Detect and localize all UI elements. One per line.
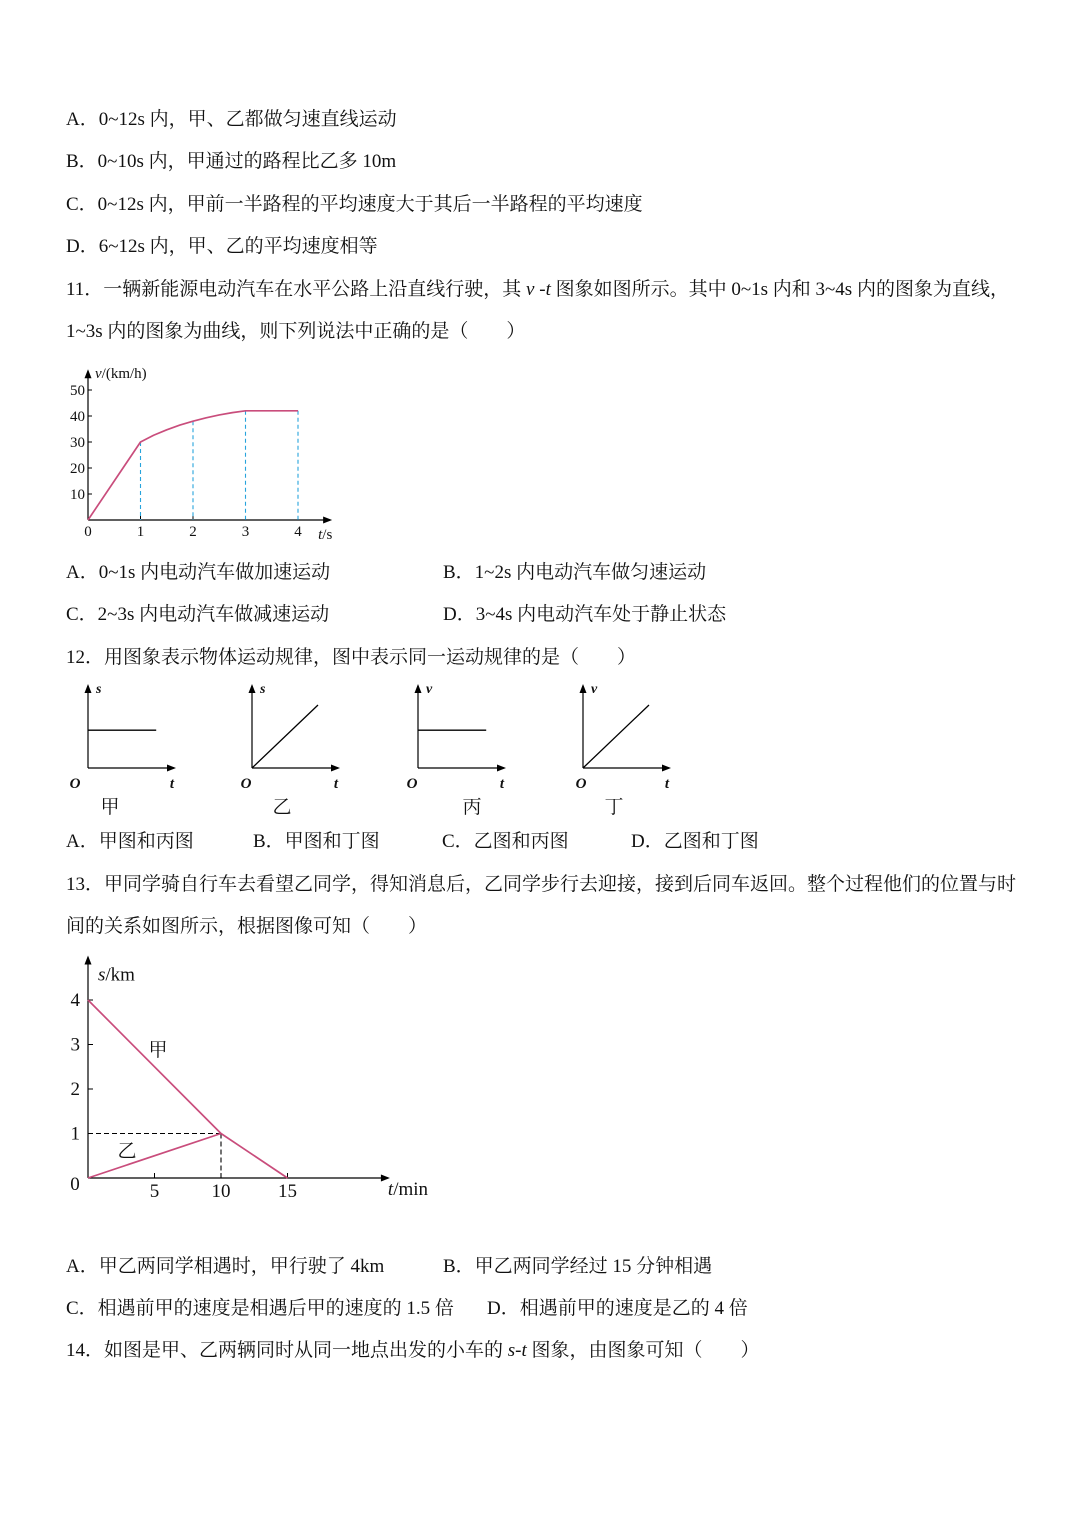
y-tick-label: 30	[70, 435, 85, 451]
y-axis-label: s	[260, 682, 266, 697]
q13-option-d[interactable]: D．相遇前甲的速度是乙的 4 倍	[487, 1298, 748, 1319]
y-axis-label: v	[426, 682, 433, 697]
y-tick-label: 3	[70, 1034, 80, 1056]
x-axis-label-var: t	[318, 527, 323, 543]
y-axis-arrow	[85, 956, 92, 965]
series-label-1: 乙	[117, 1141, 137, 1162]
graph-caption: 甲	[100, 797, 120, 818]
q10-option-b[interactable]: B．0~10s 内，甲通过的路程比乙多 10m	[66, 151, 397, 172]
q12-option-b[interactable]: B．甲图和丁图	[253, 831, 380, 852]
x-tick-label: 3	[241, 524, 250, 540]
q10-option-c[interactable]: C．0~12s 内，甲前一半路程的平均速度大于其后一半路程的平均速度	[66, 194, 643, 215]
y-axis-label-unit: /km	[105, 964, 135, 986]
q14-var-s: s	[507, 1340, 516, 1361]
q11-option-d[interactable]: D．3~4s 内电动汽车处于静止状态	[443, 604, 727, 625]
graph-丁	[576, 682, 671, 818]
q14-dash: -	[515, 1340, 522, 1361]
graph-line	[252, 705, 318, 768]
origin-label: O	[240, 776, 252, 792]
q11-dash: -	[534, 279, 546, 300]
y-tick-label: 4	[70, 990, 80, 1011]
graph-caption: 丁	[604, 797, 624, 818]
origin-label: O	[69, 776, 81, 792]
y-tick-label: 1	[70, 1123, 80, 1145]
x-axis-arrow	[662, 765, 671, 772]
q12-graphs	[55, 672, 695, 822]
origin-label: O	[575, 776, 587, 792]
x-axis-label: t	[333, 776, 339, 792]
q11-var-t: t	[545, 279, 551, 300]
graph-line	[583, 705, 649, 768]
q14-var-t: t	[521, 1340, 527, 1361]
q13-stem-line-2: 间的关系如图所示，根据图像可知（ ）	[66, 916, 428, 937]
q13-st-chart	[55, 945, 455, 1210]
y-tick-label: 20	[70, 461, 85, 477]
q13-stem-line-1: 13．甲同学骑自行车去看望乙同学，得知消息后，乙同学步行去迎接，接到后同车返回。整个过程他们的位置与时	[66, 874, 1017, 895]
x-tick-label: 2	[189, 524, 197, 540]
x-axis-label-var: t	[387, 1179, 394, 1200]
q13-option-a[interactable]: A．甲乙两同学相遇时，甲行驶了 4km	[66, 1256, 385, 1277]
q11-option-a[interactable]: A．0~1s 内电动汽车做加速运动	[66, 562, 331, 583]
y-axis-arrow	[249, 684, 256, 693]
q14-stem-text-b: 图象，由图象可知（ ）	[526, 1340, 760, 1361]
y-tick-label: 50	[70, 383, 85, 399]
y-axis-arrow	[85, 369, 92, 378]
y-axis-label-unit: /(km/h)	[101, 366, 147, 383]
origin-label: 0	[70, 1174, 80, 1195]
series-line-1	[88, 1134, 221, 1179]
y-tick-label: 40	[70, 409, 85, 425]
x-axis-arrow	[497, 765, 506, 772]
y-axis-label-var: v	[95, 366, 102, 383]
y-axis-arrow	[580, 684, 587, 693]
x-axis-label	[388, 1179, 429, 1200]
q12-stem: 12．用图象表示物体运动规律，图中表示同一运动规律的是（ ）	[66, 647, 637, 668]
x-axis-label: t	[169, 776, 175, 792]
q11-var-v: v	[526, 279, 535, 300]
y-axis-label	[98, 965, 135, 986]
y-axis-label: s	[96, 682, 102, 697]
x-tick-label: 1	[136, 524, 145, 540]
q10-option-a[interactable]: A．0~12s 内，甲、乙都做匀速直线运动	[66, 109, 397, 130]
y-axis-arrow	[85, 684, 92, 693]
graph-caption: 乙	[272, 797, 292, 818]
x-tick-label: 15	[278, 1181, 297, 1202]
q11-stem-line-1	[66, 278, 1009, 302]
q11-option-c[interactable]: C．2~3s 内电动汽车做减速运动	[66, 604, 330, 625]
graph-caption: 丙	[462, 797, 482, 818]
q12-option-a[interactable]: A．甲图和丙图	[66, 831, 194, 852]
x-axis-arrow	[323, 517, 332, 524]
y-axis-label	[95, 366, 147, 382]
x-axis-label-unit: /min	[393, 1179, 429, 1200]
x-axis-arrow	[167, 765, 176, 772]
y-axis-label-var: s	[98, 964, 106, 986]
q13-option-b[interactable]: B．甲乙两同学经过 15 分钟相遇	[443, 1256, 713, 1277]
q11-option-b[interactable]: B．1~2s 内电动汽车做匀速运动	[443, 562, 707, 583]
x-tick-label: 4	[294, 524, 302, 540]
graph-乙	[241, 682, 340, 818]
graph-甲	[70, 682, 176, 818]
q14-stem	[66, 1339, 760, 1363]
series-label-0: 甲	[148, 1040, 168, 1061]
q13-option-c[interactable]: C．相遇前甲的速度是相遇后甲的速度的 1.5 倍	[66, 1298, 454, 1319]
y-tick-label: 10	[70, 487, 85, 503]
graph-丙	[407, 682, 506, 818]
x-tick-label: 5	[149, 1181, 160, 1202]
q11-vt-chart	[50, 355, 350, 550]
y-tick-label: 2	[70, 1079, 80, 1100]
y-axis-label: v	[591, 682, 598, 697]
q11-stem-text-a: 11．一辆新能源电动汽车在水平公路上沿直线行驶，其	[66, 279, 527, 300]
q12-option-c[interactable]: C．乙图和丙图	[442, 831, 569, 852]
q11-stem-line-2: 1~3s 内的图象为曲线，则下列说法中正确的是（ ）	[66, 321, 526, 342]
x-tick-label: 0	[84, 524, 92, 540]
x-axis-label: t	[664, 776, 670, 792]
x-axis-arrow	[331, 765, 340, 772]
q12-option-d[interactable]: D．乙图和丁图	[631, 831, 759, 852]
y-axis-arrow	[415, 684, 422, 693]
x-axis-label	[318, 527, 332, 543]
x-axis-label-unit: /s	[322, 527, 333, 543]
x-axis-label: t	[499, 776, 505, 792]
q11-stem-text-b: 图象如图所示。其中 0~1s 内和 3~4s 内的图象为直线，	[550, 279, 1009, 300]
origin-label: O	[406, 776, 418, 792]
x-tick-label: 10	[211, 1181, 231, 1202]
q14-stem-text-a: 14．如图是甲、乙两辆同时从同一地点出发的小车的	[66, 1340, 508, 1361]
q10-option-d[interactable]: D．6~12s 内，甲、乙的平均速度相等	[66, 236, 378, 257]
